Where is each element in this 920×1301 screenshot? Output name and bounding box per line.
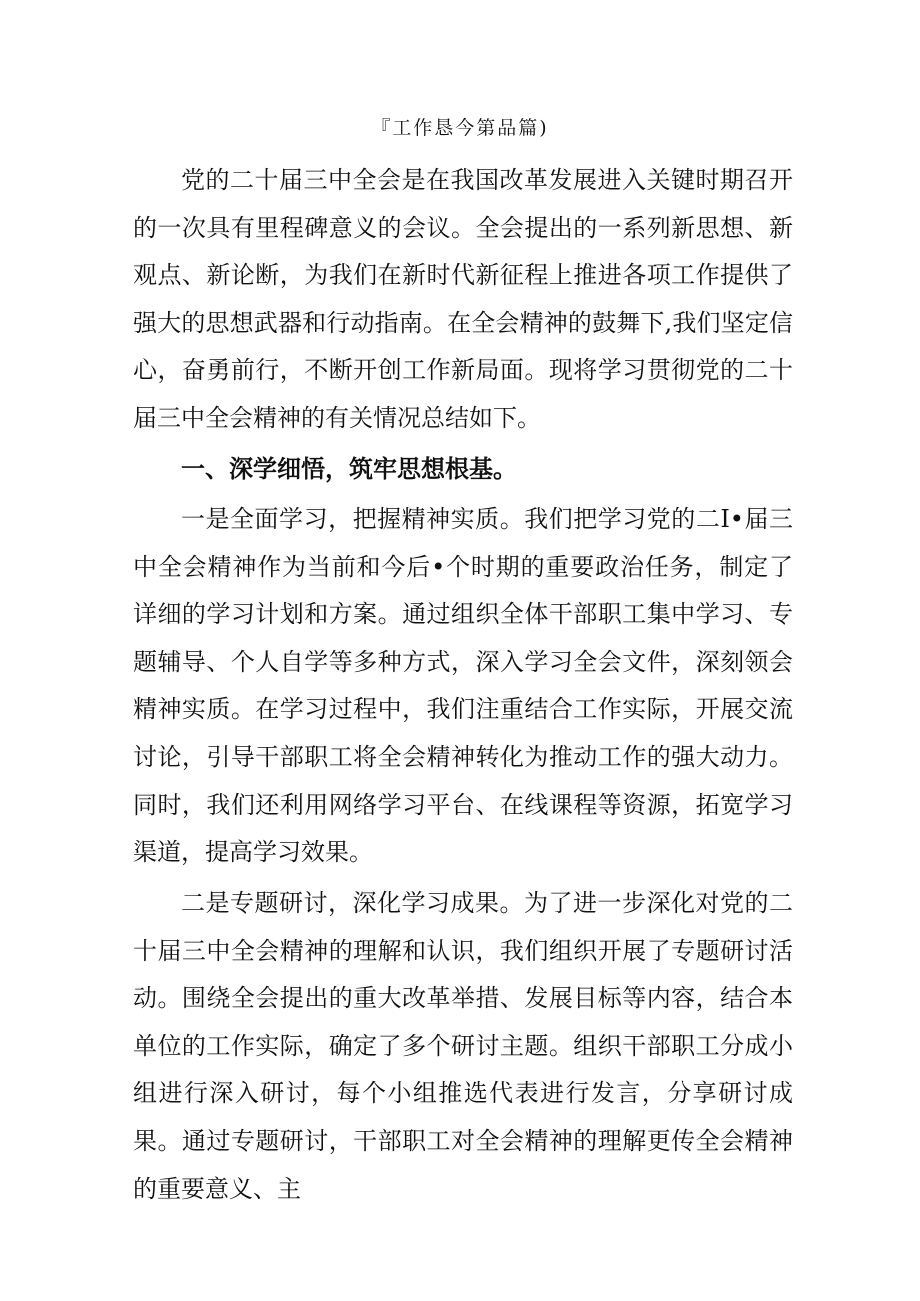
body-paragraph-1: 一是全面学习，把握精神实质。我们把学习党的二I•届三中全会精神作为当前和今后•个时期的重要政治任务，制定了详细的学习计划和方案。通过组织全体干部职工集中学习、专题辅导、个人自学等多种方式，深入学习全会文件，深刻领会精神实质。在学习过程中，我们注重结合工作实际，开展交流讨论，引导干部职工将全会精神转化为推动工作的强大动力。同时，我们还利用网络学习平台、在线课程等资源，拓宽学习渠道，提高学习效果。 <box>133 505 793 867</box>
intro-paragraph: 党的二十届三中全会是在我国改革发展进入关键时期召开的一次具有里程碑意义的会议。全会提出的一系列新思想、新观点、新论断，为我们在新时代新征程上推进各项工作提供了强大的思想武器和行动指南。在全会精神的鼓舞下,我们坚定信心，奋勇前行，不断开创工作新局面。现将学习贯彻党的二十届三中全会精神的有关情况总结如下。 <box>133 166 793 432</box>
body-paragraph-2: 二是专题研讨，深化学习成果。为了进一步深化对党的二十届三中全会精神的理解和认识，我们组织开展了专题研讨活动。围绕全会提出的重大改革举措、发展目标等内容，结合本单位的工作实际，确定了多个研讨主题。组织干部职工分成小组进行深入研讨，每个小组推选代表进行发言，分享研讨成果。通过专题研讨，干部职工对全会精神的理解更传全会精神的重要意义、主 <box>133 889 793 1203</box>
section-heading: 一、深学细悟，筑牢思想根基。 <box>181 455 517 483</box>
document-title: 『工作恳今第品篇) <box>371 117 549 139</box>
